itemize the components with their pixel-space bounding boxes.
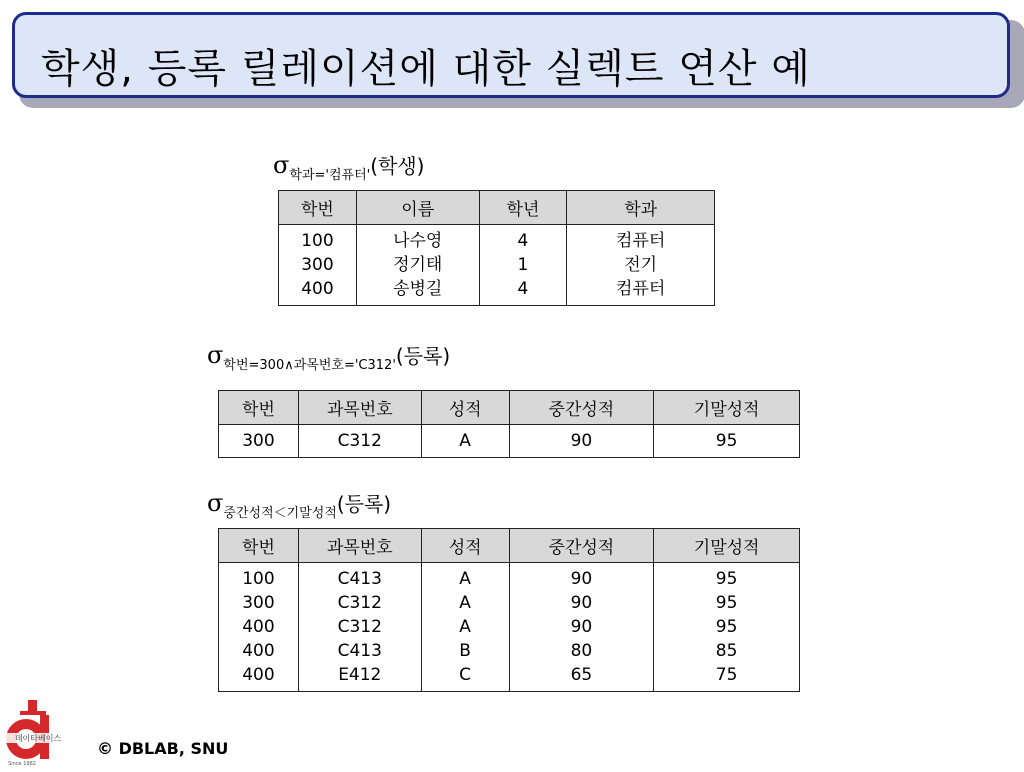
table-header-row: [279, 191, 715, 225]
cell-value: 나수영: [393, 231, 443, 251]
column-header: 기말성적: [654, 391, 800, 425]
cell-value: 95: [715, 617, 738, 637]
slide-title: 학생, 등록 릴레이션에 대한 실렉트 연산 예: [41, 46, 811, 92]
table-cell-column: [421, 563, 509, 692]
result-table-1: [278, 190, 715, 306]
cell-value: B: [459, 641, 471, 661]
cell-value: 80: [570, 641, 593, 661]
cell-value: C: [459, 665, 472, 685]
cell-value: 65: [570, 665, 593, 685]
column-header: 과목번호: [298, 391, 421, 425]
cell-value: C413: [337, 569, 382, 589]
cell-value: 1: [517, 255, 529, 275]
selection-expression-2: [207, 340, 451, 373]
cell-value: 95: [715, 569, 738, 589]
cell-value: 전기: [624, 255, 658, 275]
sigma-symbol: σ: [207, 341, 224, 369]
cell-value: 400: [301, 279, 334, 299]
result-table-3: [218, 528, 800, 692]
table-body-row: [279, 225, 715, 306]
selection-expression-1: [273, 150, 425, 183]
table-cell: 300: [219, 425, 299, 458]
cell-value: 100: [301, 231, 334, 251]
cell-value: A: [459, 569, 471, 589]
cell-value: 90: [570, 569, 593, 589]
cell-value: 400: [242, 641, 275, 661]
cell-value: C413: [337, 641, 382, 661]
cell-value: 95: [715, 593, 738, 613]
cell-value: 400: [242, 665, 275, 685]
column-header: 학번: [219, 529, 299, 563]
column-header: 학번: [279, 191, 357, 225]
cell-value: 85: [715, 641, 738, 661]
column-header: 성적: [421, 529, 509, 563]
selection-condition: 중간성적＜기말성적: [223, 506, 337, 521]
result-table-2: [218, 390, 800, 458]
column-header: 기말성적: [654, 529, 800, 563]
cell-value: 컴퓨터: [616, 231, 666, 251]
column-header: 학과: [567, 191, 715, 225]
cell-value: 300: [301, 255, 334, 275]
cell-value: C312: [337, 593, 382, 613]
cell-value: 100: [242, 569, 275, 589]
selection-condition: 학번=300∧과목번호='C312': [223, 358, 396, 373]
table-body-row: [219, 563, 800, 692]
table-header-row: [219, 529, 800, 563]
relation-name: (등록): [395, 344, 451, 368]
table-cell-column: [279, 225, 357, 306]
table-cell: A: [421, 425, 509, 458]
column-header: 중간성적: [509, 391, 654, 425]
cell-value: 90: [570, 593, 593, 613]
cell-value: 송병길: [393, 279, 443, 299]
column-header: 이름: [356, 191, 479, 225]
table-cell: C312: [298, 425, 421, 458]
sigma-symbol: σ: [273, 151, 290, 179]
table-header-row: [219, 391, 800, 425]
table-cell-column: [509, 563, 654, 692]
cell-value: 400: [242, 617, 275, 637]
cell-value: A: [459, 617, 471, 637]
table-cell-column: [479, 225, 567, 306]
logo-text: 데이타베이스: [14, 734, 62, 743]
cell-value: E412: [338, 665, 382, 685]
title-banner: [12, 12, 1010, 98]
relation-name: (학생): [370, 154, 425, 178]
cell-value: 4: [517, 279, 529, 299]
table-cell-column: [654, 563, 800, 692]
relation-name: (등록): [336, 492, 392, 516]
table-cell-column: [219, 563, 299, 692]
cell-value: A: [459, 593, 471, 613]
db-logo-icon: [0, 697, 76, 768]
logo-since: Since 1982: [8, 761, 36, 767]
table-cell-column: [567, 225, 715, 306]
selection-condition: 학과='컴퓨터': [289, 168, 371, 183]
copyright-text: © DBLAB, SNU: [97, 739, 229, 758]
cell-value: 300: [242, 593, 275, 613]
table-body-row: [219, 425, 800, 458]
table-cell: 90: [509, 425, 654, 458]
cell-value: 정기태: [393, 255, 443, 275]
table-cell: 95: [654, 425, 800, 458]
column-header: 과목번호: [298, 529, 421, 563]
cell-value: C312: [337, 617, 382, 637]
cell-value: 90: [570, 617, 593, 637]
table-cell-column: [298, 563, 421, 692]
cell-value: 75: [715, 665, 738, 685]
column-header: 학번: [219, 391, 299, 425]
cell-value: 컴퓨터: [616, 279, 666, 299]
selection-expression-3: [207, 488, 392, 521]
cell-value: 4: [517, 231, 529, 251]
sigma-symbol: σ: [207, 489, 224, 517]
column-header: 학년: [479, 191, 567, 225]
table-cell-column: [356, 225, 479, 306]
column-header: 중간성적: [509, 529, 654, 563]
column-header: 성적: [421, 391, 509, 425]
